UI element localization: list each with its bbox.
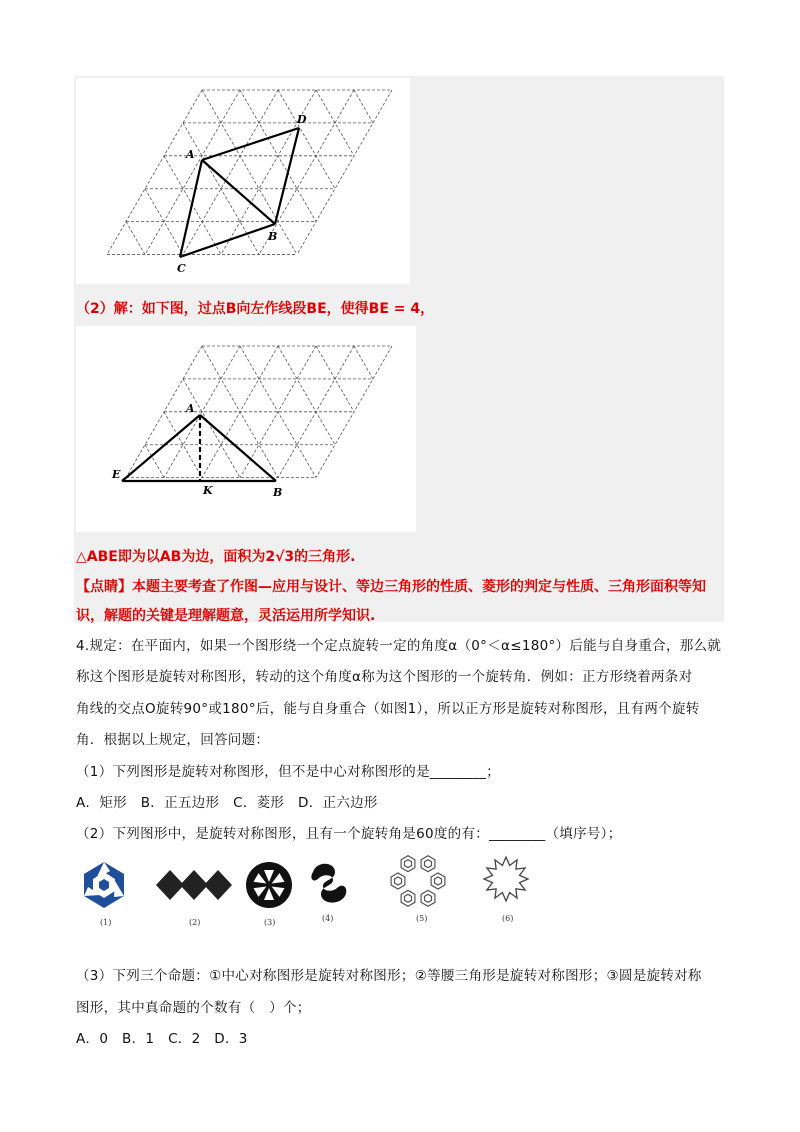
- figure-rhombus-grid-1: [76, 78, 410, 284]
- comment-line-1: 【点睛】本题主要考查了作图—应用与设计、等边三角形的性质、菱形的判定与性质、三角形面积等知: [76, 579, 706, 595]
- conclusion-text: △ABE即为以AB为边，面积为2√3的三角形.: [76, 549, 356, 565]
- comment-line-2: 识，解题的关键是理解题意，灵活运用所学知识.: [76, 608, 376, 624]
- problem4-line3: 角线的交点O旋转90°或180°后，能与自身重合（如图1），所以正方形是旋转对称图形，且有两个旋转: [76, 701, 700, 717]
- symbol-5-hexagon-ring: [391, 856, 445, 907]
- hexagon: [421, 856, 435, 872]
- label-B: B: [273, 486, 283, 499]
- question-3-options: A．0 B．1 C．2 D．3: [76, 1031, 248, 1047]
- caption-4: (4): [322, 914, 334, 923]
- label-A: A: [186, 148, 195, 161]
- grid-line: [183, 379, 240, 478]
- hexagon: [395, 877, 402, 885]
- hexagon: [401, 856, 415, 872]
- grid-line: [107, 90, 202, 255]
- caption-1: (1): [100, 918, 112, 927]
- symbol-figures-row: [76, 848, 546, 930]
- label-C: C: [177, 262, 186, 275]
- symbol-2-diamonds: [156, 870, 232, 900]
- problem4-line2: 称这个图形是旋转对称图形，转动的这个角度α称为这个图形的一个旋转角．例如：正方形绕着两条对: [76, 669, 693, 685]
- symbol-4-swirl: [311, 864, 346, 903]
- label-A: A: [186, 402, 195, 415]
- hexagon: [401, 890, 415, 906]
- grid-line: [145, 90, 240, 255]
- grid-line: [145, 445, 164, 478]
- hexagon: [425, 894, 432, 902]
- hexagon: [431, 873, 445, 889]
- grid-line: [126, 222, 145, 255]
- question-1: （1）下列图形是旋转对称图形，但不是中心对称图形的是________；: [76, 764, 501, 780]
- hexagon: [391, 873, 405, 889]
- symbol-6-star-outline: [484, 857, 528, 901]
- symbols-svg: [76, 848, 546, 930]
- label-E: E: [112, 468, 121, 481]
- caption-2: (2): [189, 918, 201, 927]
- problem4-line4: 角．根据以上规定，回答问题：: [76, 732, 270, 748]
- hexagon: [425, 860, 432, 868]
- segment-BA: [202, 160, 275, 224]
- segment-AB: [200, 415, 276, 481]
- figure-rhombus-grid-2: [76, 326, 416, 532]
- label-B: B: [268, 230, 278, 243]
- symbol-1-blue-logo: [84, 862, 124, 908]
- question-2: （2）下列图形中，是旋转对称图形，且有一个旋转角是60度的有：________（填序号）；: [76, 826, 622, 842]
- hexagon: [435, 877, 442, 885]
- grid-line: [354, 90, 373, 123]
- grid-line: [297, 90, 392, 255]
- solution-part2-text: （2）解：如下图，过点B向左作线段BE，使得BE = 4，: [76, 301, 435, 317]
- symbol-3-circle-flower: [246, 862, 292, 908]
- grid-line: [278, 346, 335, 445]
- grid-line: [183, 90, 278, 255]
- segment-DB: [275, 128, 299, 224]
- caption-6: (6): [502, 914, 514, 923]
- problem4-line1: 4.规定：在平面内，如果一个图形绕一个定点旋转一定的角度α（0°＜α≤180°）后能与自身重合，那么就: [76, 638, 722, 654]
- question-1-options: A．矩形 B．正五边形 C．菱形 D．正六边形: [76, 795, 378, 811]
- hexagon: [405, 860, 412, 868]
- caption-3: (3): [264, 918, 276, 927]
- segment-EA: [122, 415, 200, 481]
- rhombus-grid-2-svg: [76, 326, 416, 532]
- label-D: D: [297, 113, 307, 126]
- label-K: K: [203, 484, 213, 497]
- hexagon: [421, 890, 435, 906]
- grid-line: [354, 346, 373, 379]
- question-3-line1: （3）下列三个命题：①中心对称图形是旋转对称图形；②等腰三角形是旋转对称图形；③圆是旋转对称: [76, 968, 702, 984]
- caption-5: (5): [416, 914, 428, 923]
- rhombus-grid-1-svg: [76, 78, 410, 284]
- question-3-line2: 图形，其中真命题的个数有（ ）个；: [76, 1000, 311, 1016]
- hexagon: [405, 894, 412, 902]
